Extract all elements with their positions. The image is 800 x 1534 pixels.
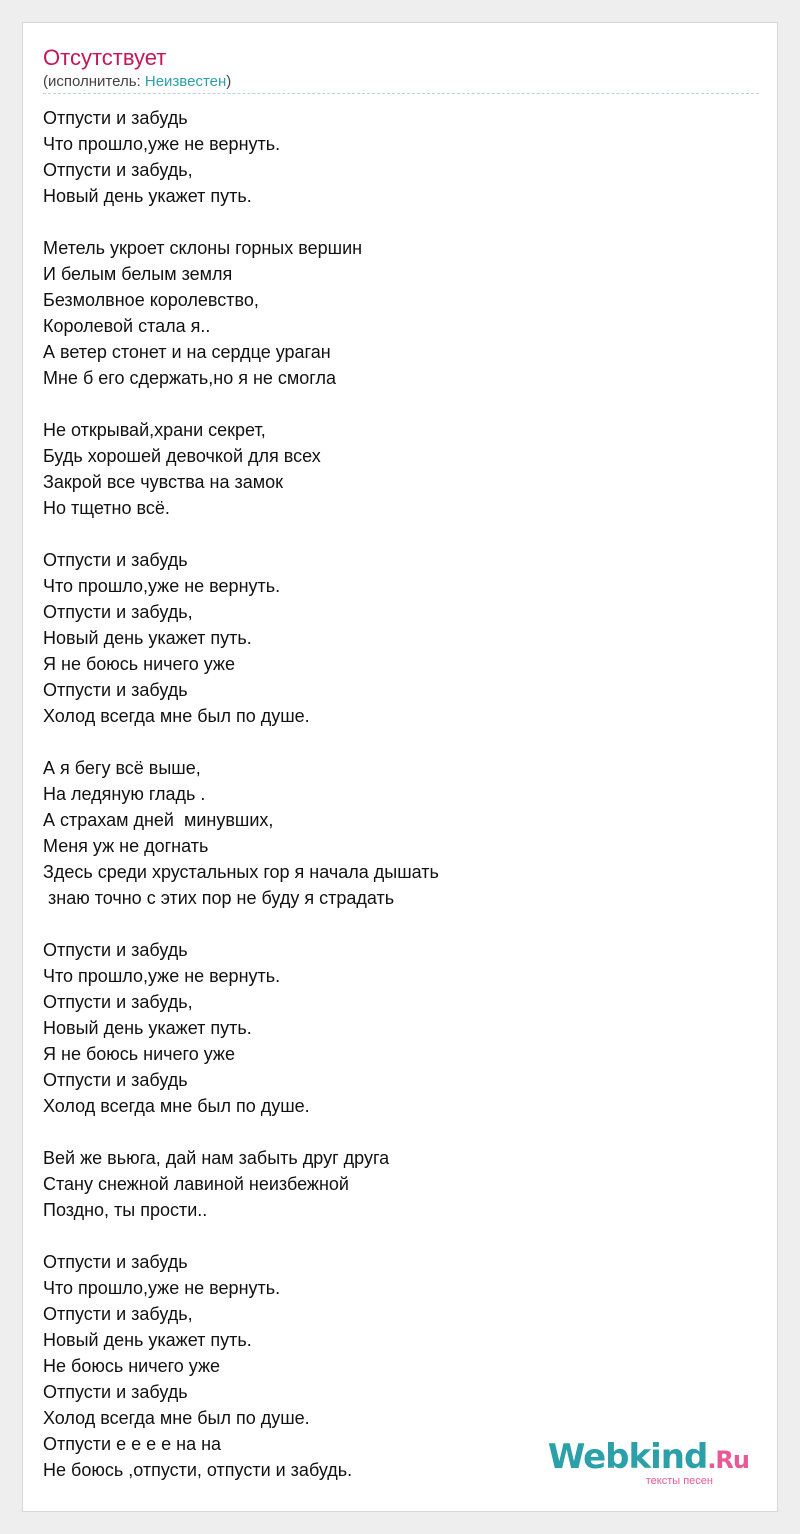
- lyric-line: Отпусти и забудь: [43, 940, 188, 960]
- lyric-line: А я бегу всё выше,: [43, 758, 201, 778]
- lyrics-card: [22, 22, 778, 1512]
- lyric-line: Отпусти и забудь,: [43, 992, 193, 1012]
- lyric-line: Отпусти и забудь,: [43, 602, 193, 622]
- lyrics-body: [43, 105, 743, 1483]
- lyric-line: Холод всегда мне был по душе.: [43, 706, 310, 726]
- stanza-gap: [43, 521, 743, 547]
- lyric-line: Отпусти и забудь,: [43, 1304, 193, 1324]
- logo-tld: .Ru: [707, 1446, 749, 1474]
- lyric-line: Будь хорошей девочкой для всех: [43, 446, 321, 466]
- lyric-line: Меня уж не догнать: [43, 836, 209, 856]
- lyric-line: Отпусти е е е е на на: [43, 1434, 222, 1454]
- lyric-line: Холод всегда мне был по душе.: [43, 1096, 310, 1116]
- lyric-line: Не боюсь ничего уже: [43, 1356, 221, 1376]
- stanza-gap: [43, 1119, 743, 1145]
- lyric-line: Новый день укажет путь.: [43, 1018, 252, 1038]
- logo-tagline: тексты песен: [645, 1475, 713, 1487]
- lyric-line: Отпусти и забудь: [43, 680, 188, 700]
- stanza-gap: [43, 729, 743, 755]
- stanza-gap: [43, 1223, 743, 1249]
- lyric-line: Что прошло,уже не вернуть.: [43, 1278, 281, 1298]
- artist-link[interactable]: Неизвестен: [144, 73, 227, 90]
- lyric-line: Не боюсь ,отпусти, отпусти и забудь.: [43, 1460, 353, 1480]
- lyric-line: Отпусти и забудь,: [43, 160, 193, 180]
- lyric-line: Отпусти и забудь: [43, 108, 188, 128]
- lyric-line: Закрой все чувства на замок: [43, 472, 284, 492]
- title-divider: [43, 93, 759, 94]
- lyric-line: А страхам дней минувших,: [43, 810, 274, 830]
- lyric-line: Что прошло,уже не вернуть.: [43, 576, 281, 596]
- stanza-gap: [43, 911, 743, 937]
- artist-line: [43, 73, 231, 91]
- lyric-line: Что прошло,уже не вернуть.: [43, 966, 281, 986]
- lyric-line: И белым белым земля: [43, 264, 233, 284]
- stanza-gap: [43, 209, 743, 235]
- lyric-line: Метель укроет склоны горных вершин: [43, 238, 363, 258]
- lyric-line: Безмолвное королевство,: [43, 290, 259, 310]
- song-title: Отсутствует: [43, 45, 167, 70]
- lyric-line: знаю точно с этих пор не буду я страдать: [43, 888, 395, 908]
- stanza-gap: [43, 391, 743, 417]
- lyric-line: Но тщетно всё.: [43, 498, 170, 518]
- lyric-line: А ветер стонет и на сердце ураган: [43, 342, 331, 362]
- lyric-line: Отпусти и забудь: [43, 1382, 188, 1402]
- lyric-line: Поздно, ты прости..: [43, 1200, 208, 1220]
- lyric-line: Новый день укажет путь.: [43, 186, 252, 206]
- lyric-line: Не открывай,храни секрет,: [43, 420, 266, 440]
- site-logo[interactable]: [547, 1437, 749, 1487]
- lyric-line: Мне б его сдержать,но я не смогла: [43, 368, 336, 388]
- lyric-line: Холод всегда мне был по душе.: [43, 1408, 310, 1428]
- lyric-line: Я не боюсь ничего уже: [43, 1044, 235, 1064]
- artist-suffix: ): [226, 73, 232, 90]
- lyric-line: Отпусти и забудь: [43, 1252, 188, 1272]
- lyric-line: На ледяную гладь .: [43, 784, 206, 804]
- lyric-line: Что прошло,уже не вернуть.: [43, 134, 281, 154]
- lyric-line: Стану снежной лавиной неизбежной: [43, 1174, 349, 1194]
- lyric-line: Новый день укажет путь.: [43, 1330, 252, 1350]
- lyric-line: Я не боюсь ничего уже: [43, 654, 235, 674]
- lyric-line: Вей же вьюга, дай нам забыть друг друга: [43, 1148, 390, 1168]
- lyric-line: Новый день укажет путь.: [43, 628, 252, 648]
- lyric-line: Здесь среди хрустальных гор я начала дышать: [43, 862, 439, 882]
- lyric-line: Королевой стала я..: [43, 316, 211, 336]
- logo-wordmark: [547, 1437, 749, 1477]
- artist-prefix: (исполнитель:: [43, 73, 145, 90]
- lyric-line: Отпусти и забудь: [43, 1070, 188, 1090]
- logo-brand: Webkind: [547, 1437, 708, 1477]
- lyric-line: Отпусти и забудь: [43, 550, 188, 570]
